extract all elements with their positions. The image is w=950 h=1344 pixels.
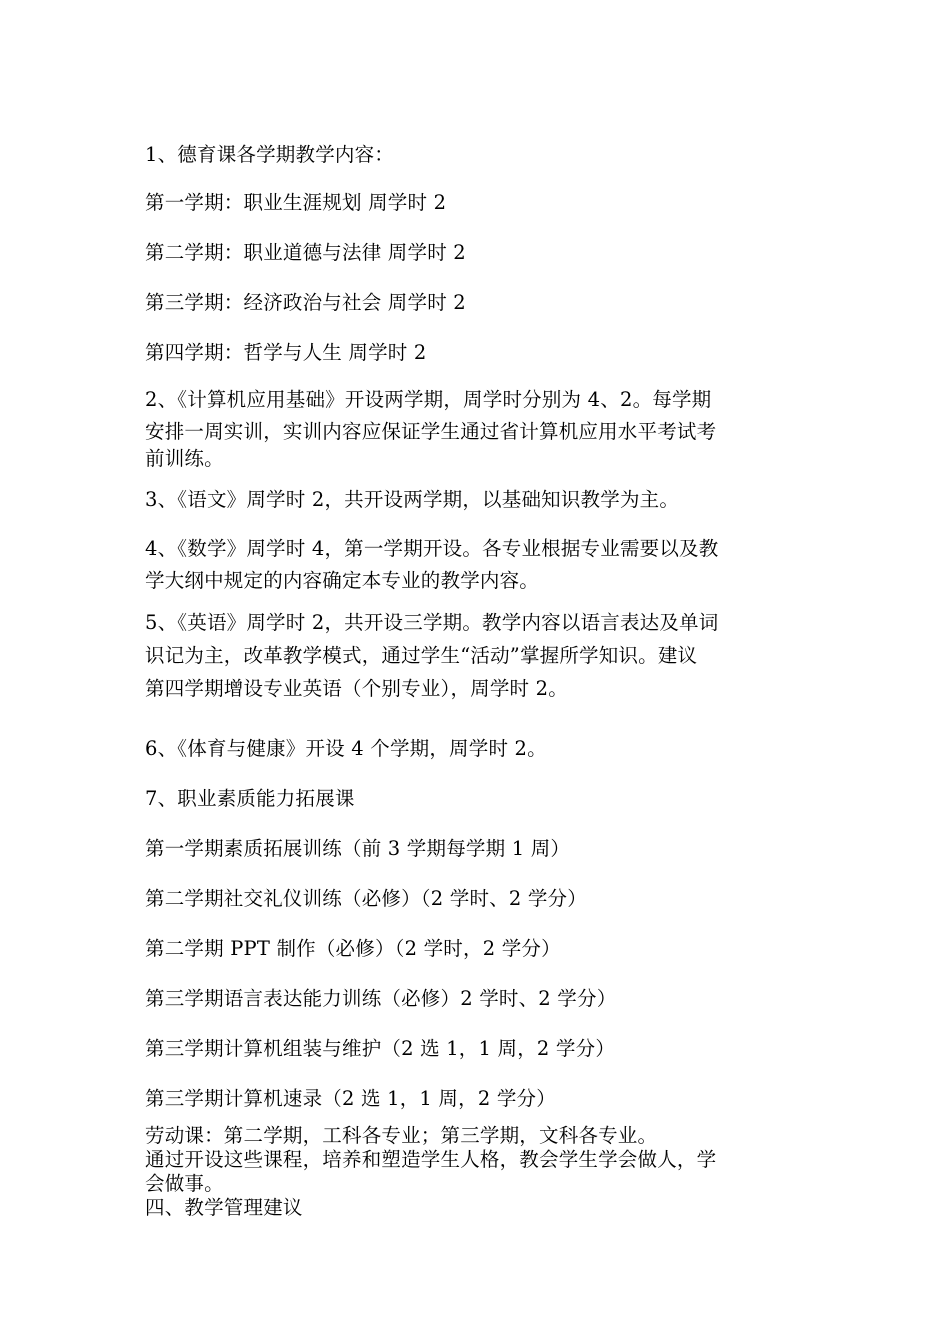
quality-item-2: 第二学期社交礼仪训练（必修）（2 学时、2 学分） bbox=[145, 887, 587, 910]
math-paragraph bbox=[145, 533, 790, 597]
english-line-1: 5、《英语》周学时 2，共开设三学期。教学内容以语言表达及单词 bbox=[145, 611, 719, 634]
english-paragraph bbox=[145, 606, 790, 705]
math-line-2: 学大纲中规定的内容确定本专业的教学内容。 bbox=[145, 569, 540, 592]
quality-item-5: 第三学期计算机组装与维护（2 选 1，1 周，2 学分） bbox=[145, 1037, 616, 1060]
semester-2-moral: 第二学期：职业道德与法律 周学时 2 bbox=[145, 241, 466, 264]
quality-item-4: 第三学期语言表达能力训练（必修）2 学时、2 学分） bbox=[145, 987, 617, 1010]
quality-item-3: 第二学期 PPT 制作（必修）（2 学时，2 学分） bbox=[145, 937, 561, 960]
summary-line-1: 通过开设这些课程，培养和塑造学生人格，教会学生学会做人，学 bbox=[145, 1148, 717, 1171]
semester-4-moral: 第四学期：哲学与人生 周学时 2 bbox=[145, 341, 427, 364]
chinese-paragraph: 3、《语文》周学时 2，共开设两学期，以基础知识教学为主。 bbox=[145, 488, 680, 511]
computer-basics-paragraph bbox=[145, 384, 790, 470]
computer-basics-line-3: 前训练。 bbox=[145, 447, 224, 470]
summary-line-2: 会做事。 bbox=[145, 1172, 224, 1195]
section-four-heading: 四、教学管理建议 bbox=[145, 1196, 303, 1219]
computer-basics-line-1: 2、《计算机应用基础》开设两学期，周学时分别为 4、2。每学期 bbox=[145, 388, 712, 411]
summary-paragraph bbox=[145, 1148, 790, 1196]
moral-course-heading: 1、德育课各学期教学内容： bbox=[145, 143, 395, 166]
labor-course: 劳动课：第二学期，工科各专业；第三学期，文科各专业。 bbox=[145, 1124, 658, 1147]
quality-course-heading: 7、职业素质能力拓展课 bbox=[145, 787, 355, 810]
quality-item-6: 第三学期计算机速录（2 选 1，1 周，2 学分） bbox=[145, 1087, 556, 1110]
quality-item-1: 第一学期素质拓展训练（前 3 学期每学期 1 周） bbox=[145, 837, 571, 860]
english-line-2: 识记为主，改革教学模式，通过学生“活动”掌握所学知识。建议 bbox=[145, 644, 698, 667]
math-line-1: 4、《数学》周学时 4，第一学期开设。各专业根据专业需要以及教 bbox=[145, 537, 719, 560]
semester-1-moral: 第一学期：职业生涯规划 周学时 2 bbox=[145, 191, 447, 214]
computer-basics-line-2: 安排一周实训，实训内容应保证学生通过省计算机应用水平考试考 bbox=[145, 420, 717, 443]
semester-3-moral: 第三学期：经济政治与社会 周学时 2 bbox=[145, 291, 466, 314]
pe-paragraph: 6、《体育与健康》开设 4 个学期，周学时 2。 bbox=[145, 737, 547, 760]
english-line-3: 第四学期增设专业英语（个别专业），周学时 2。 bbox=[145, 677, 568, 700]
